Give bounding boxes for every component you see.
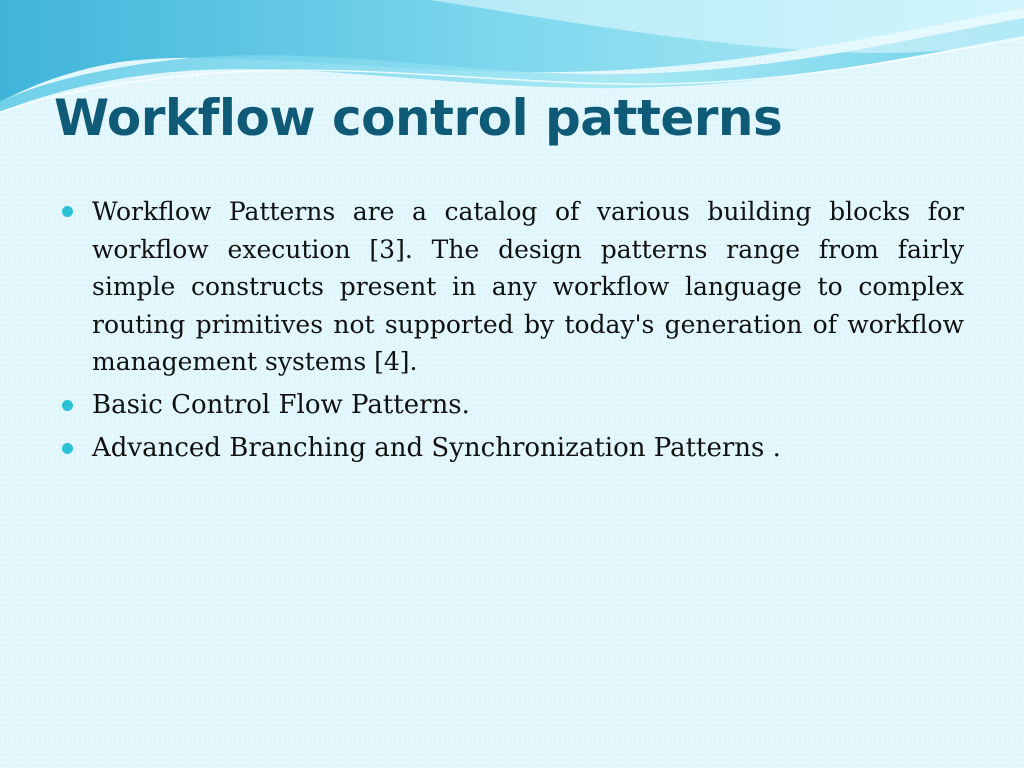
bullet-text-3: Advanced Branching and Synchronization Patterns .: [92, 433, 781, 463]
bullet-item-2: [60, 387, 964, 425]
bullet-icon: [62, 400, 73, 411]
bullet-list: [60, 193, 964, 468]
slide-content: [60, 193, 964, 474]
bullet-text-2: Basic Control Flow Patterns.: [92, 389, 470, 420]
bullet-icon: [62, 443, 73, 454]
bullet-icon: [62, 206, 73, 217]
bullet-item-3: [60, 430, 964, 468]
slide-title: Workflow control patterns: [54, 89, 783, 147]
bullet-item-1: [60, 193, 964, 381]
bullet-text-1: Workflow Patterns are a catalog of various building blocks for workflow execution [3]. The design patterns range from fairly simple constructs present in any workflow language to complex routing primitives not supported by today's generation of workflow management systems [4].: [92, 197, 964, 376]
